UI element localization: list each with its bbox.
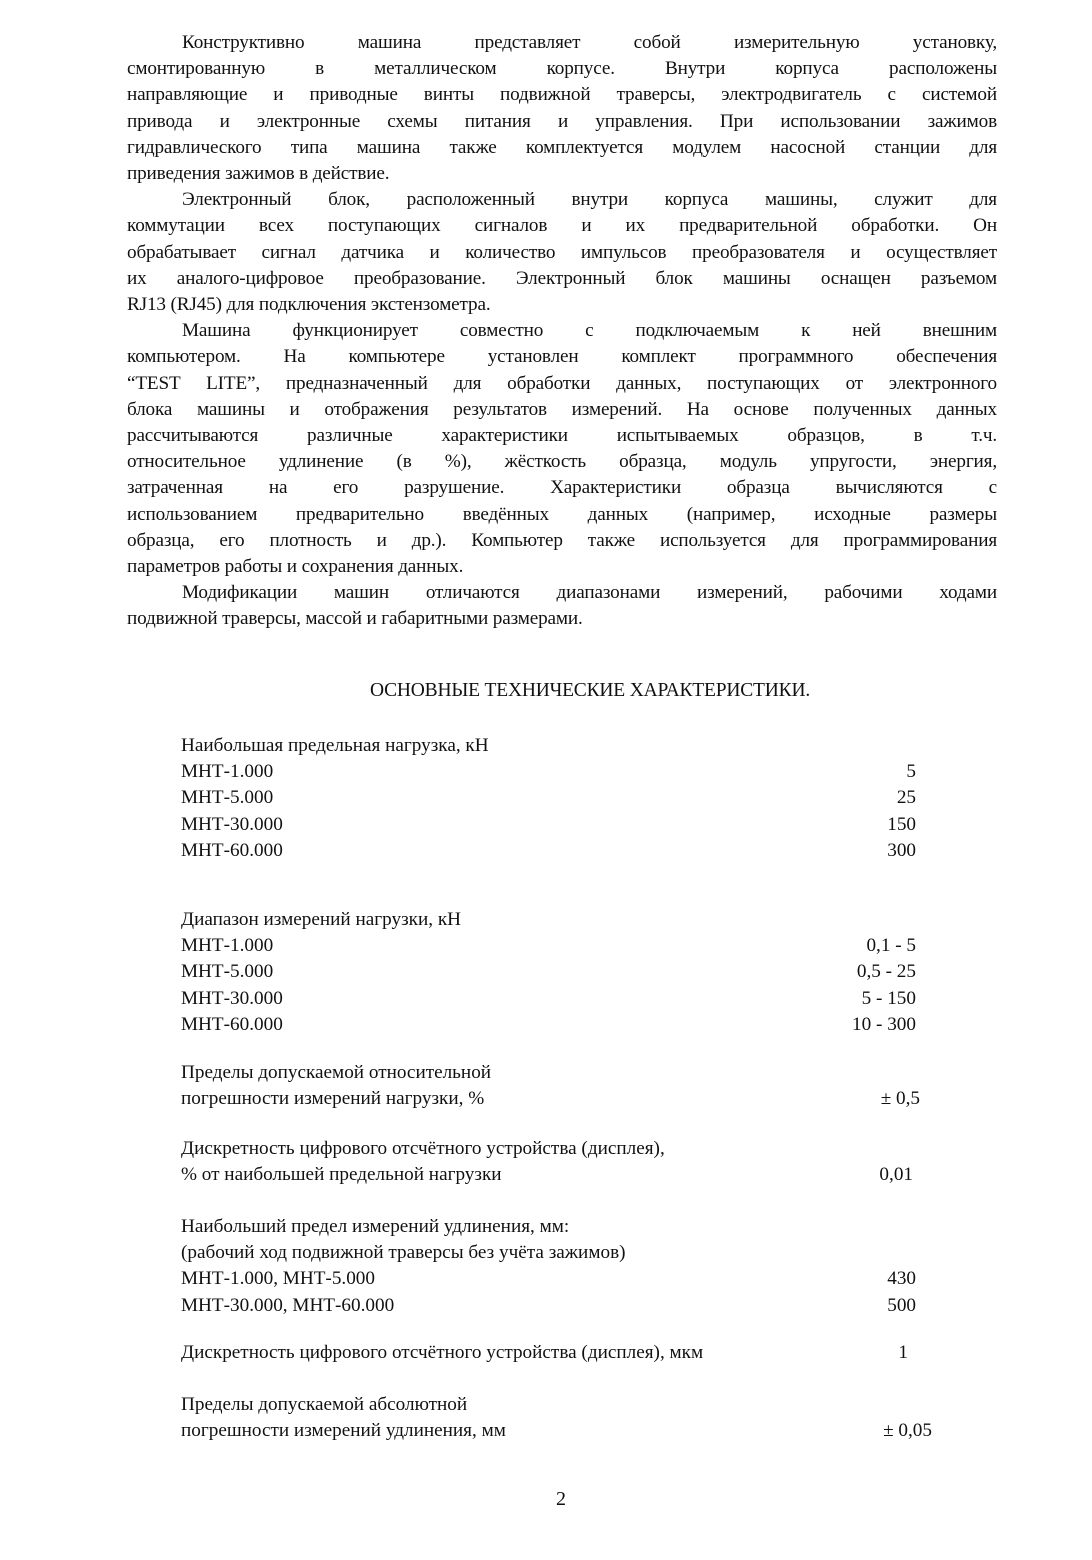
spec-max-load: [181, 733, 936, 864]
spec-label: % от наибольшей предельной нагрузки: [181, 1164, 502, 1186]
spec-row: [181, 1266, 936, 1292]
section-heading: ОСНОВНЫЕ ТЕХНИЧЕСКИЕ ХАРАКТЕРИСТИКИ.: [369, 680, 811, 701]
text-line: образца, его плотность и др.). Компьютер также используется для программирования: [127, 529, 997, 551]
spec-row: [181, 986, 936, 1012]
text-line: смонтированную в металлическом корпусе. Внутри корпуса расположены: [127, 58, 997, 80]
text-line: использованием предварительно введённых данных (например, исходные размеры: [127, 503, 997, 525]
spec-row: [181, 785, 936, 811]
spec-row: [181, 933, 936, 959]
spec-title: Диапазон измерений нагрузки, кН: [181, 909, 462, 930]
model-name: МНТ-30.000: [181, 813, 283, 835]
spec-value: 150: [887, 813, 916, 835]
spec-value: 0,01: [879, 1164, 913, 1186]
spec-load-resolution: [181, 1136, 936, 1188]
text-line: их аналого-цифровое преобразование. Электронный блок машины оснащен разъемом: [127, 267, 997, 289]
text-line: рассчитываются различные характеристики испытываемых образцов, в т.ч.: [127, 425, 997, 447]
text-line: обрабатывает сигнал датчика и количество импульсов преобразователя и осуществляет: [127, 241, 997, 263]
spec-row: [181, 812, 936, 838]
spec-row: [181, 1418, 936, 1444]
spec-value: 10 - 300: [852, 1013, 916, 1035]
model-name: МНТ-1.000: [181, 935, 274, 957]
text-line: Модификации машин отличаются диапазонами измерений, рабочими ходами: [182, 582, 997, 604]
spec-value: ± 0,05: [883, 1420, 932, 1442]
paragraph-construction: [127, 30, 997, 187]
model-name: МНТ-60.000: [181, 839, 283, 861]
spec-title: Наибольшая предельная нагрузка, кН: [181, 735, 489, 756]
spec-value: 300: [887, 839, 916, 861]
spec-value: 500: [887, 1294, 916, 1316]
spec-row: [181, 1086, 936, 1112]
text-line: компьютером. На компьютере установлен комплект программного обеспечения: [127, 346, 997, 368]
text-line: приведения зажимов в действие.: [127, 163, 390, 185]
spec-value: 0,1 - 5: [866, 935, 916, 957]
text-line: RJ13 (RJ45) для подключения экстензометра.: [127, 294, 491, 316]
text-line: “TEST LITE”, предназначенный для обработки данных, поступающих от электронного: [127, 372, 997, 394]
spec-label: Дискретность цифрового отсчётного устройства (дисплея), мкм: [181, 1342, 704, 1363]
spec-value: 430: [887, 1268, 916, 1290]
text-line: относительное удлинение (в %), жёсткость образца, модуль упругости, энергия,: [127, 451, 997, 473]
spec-row: [181, 838, 936, 864]
spec-title: Наибольший предел измерений удлинения, мм:: [181, 1216, 570, 1237]
spec-value: ± 0,5: [880, 1088, 920, 1110]
model-name: МНТ-60.000: [181, 1013, 283, 1035]
spec-elongation-resolution: [181, 1340, 936, 1366]
spec-value: 25: [896, 787, 916, 809]
body-text: [127, 30, 997, 633]
text-line: коммутации всех поступающих сигналов и их предварительной обработки. Он: [127, 215, 997, 237]
spec-note: (рабочий ход подвижной траверсы без учёта зажимов): [181, 1242, 626, 1264]
paragraph-software: [127, 318, 997, 580]
spec-elongation-error: [181, 1392, 936, 1444]
spec-row: [181, 959, 936, 985]
text-line: Машина функционирует совместно с подключаемым к ней внешним: [182, 320, 997, 342]
spec-value: 0,5 - 25: [856, 961, 916, 983]
spec-title: Дискретность цифрового отсчётного устройства (дисплея),: [181, 1138, 665, 1159]
spec-row: [181, 1340, 936, 1366]
model-name: МНТ-5.000: [181, 961, 274, 983]
spec-title: Пределы допускаемой абсолютной: [181, 1394, 468, 1415]
spec-load-error: [181, 1060, 936, 1112]
model-name: МНТ-30.000, МНТ-60.000: [181, 1294, 395, 1316]
text-line: затраченная на его разрушение. Характеристики образца вычисляются с: [127, 477, 997, 499]
spec-load-range: [181, 907, 936, 1038]
paragraph-electronics: [127, 187, 997, 318]
spec-row: [181, 1012, 936, 1038]
text-line: параметров работы и сохранения данных.: [127, 556, 464, 578]
page-number: 2: [556, 1488, 566, 1510]
model-name: МНТ-30.000: [181, 987, 283, 1009]
spec-row: [181, 1293, 936, 1319]
spec-row: [181, 759, 936, 785]
spec-label: погрешности измерений нагрузки, %: [181, 1088, 485, 1110]
text-line: привода и электронные схемы питания и управления. При использовании зажимов: [127, 110, 997, 132]
text-line: Конструктивно машина представляет собой измерительную установку,: [182, 32, 997, 53]
model-name: МНТ-1.000: [181, 761, 274, 783]
spec-value: 5: [906, 761, 916, 783]
model-name: МНТ-1.000, МНТ-5.000: [181, 1268, 375, 1290]
spec-value: 1: [898, 1342, 908, 1363]
model-name: МНТ-5.000: [181, 787, 274, 809]
spec-elongation-limit: [181, 1214, 936, 1319]
spec-row: [181, 1162, 936, 1188]
paragraph-modifications: [127, 580, 997, 632]
text-line: направляющие и приводные винты подвижной траверсы, электродвигатель с системой: [127, 84, 997, 106]
spec-label: погрешности измерений удлинения, мм: [181, 1420, 506, 1442]
spec-value: 5 - 150: [861, 987, 916, 1009]
text-line: Электронный блок, расположенный внутри корпуса машины, служит для: [182, 189, 997, 211]
spec-title: Пределы допускаемой относительной: [181, 1062, 492, 1083]
text-line: гидравлического типа машина также комплектуется модулем насосной станции для: [127, 136, 997, 158]
text-line: блока машины и отображения результатов измерений. На основе полученных данных: [127, 398, 997, 420]
text-line: подвижной траверсы, массой и габаритными размерами.: [127, 608, 583, 630]
